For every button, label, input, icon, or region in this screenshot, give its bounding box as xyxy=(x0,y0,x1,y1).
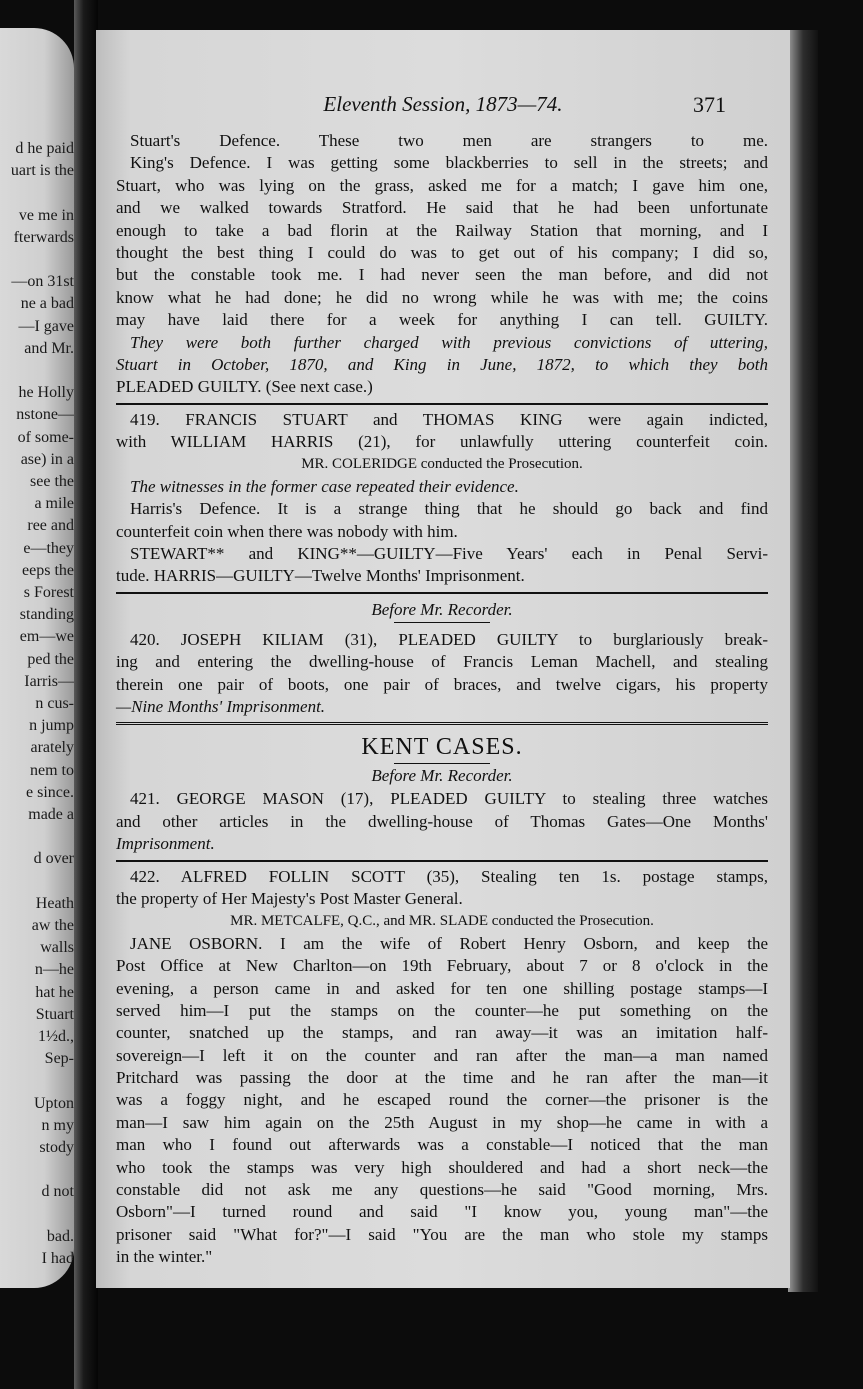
left-page-fragment: Sep- xyxy=(44,1050,74,1068)
left-page-fragment: of some- xyxy=(17,428,74,446)
page-edge xyxy=(788,30,818,1292)
left-page-fragment: e—they xyxy=(23,539,74,557)
text-line: —Nine Months' Imprisonment. xyxy=(116,696,326,716)
section-rule xyxy=(116,592,768,594)
page-body xyxy=(116,130,768,1269)
text-line: 422. ALFRED FOLLIN SCOTT (35), Stealing ten 1s. postage stamps, xyxy=(130,866,768,886)
text-line: thought the best thing I could do was to get out of his company; I did so, xyxy=(116,242,768,262)
text-line: The witnesses in the former case repeated their evidence. xyxy=(130,476,519,496)
left-page-fragment: n my xyxy=(41,1116,74,1134)
left-page-fragment: Upton xyxy=(34,1094,74,1112)
text-line: sovereign—I left it on the counter and ran after the man—a man named xyxy=(116,1045,768,1065)
section-rule xyxy=(116,860,768,862)
left-page-fragment: ve me in xyxy=(18,206,74,224)
left-page-fragment: d not xyxy=(41,1183,74,1201)
court-subheading: Before Mr. Recorder. xyxy=(371,766,513,786)
left-page-fragment: n jump xyxy=(29,717,74,735)
text-line: and we walked towards Stratford. He said that he had been unfortunate xyxy=(116,198,768,218)
case-419 xyxy=(116,409,768,588)
section-rule xyxy=(116,722,768,727)
left-page-fragment: walls xyxy=(40,939,74,957)
text-line: 420. JOSEPH KILIAM (31), PLEADED GUILTY to burglariously break- xyxy=(130,629,768,649)
text-line: was a foggy night, and he escaped round the corner—the prisoner is the xyxy=(116,1090,768,1110)
text-line: Post Office at New Charlton—on 19th February, about 7 or 8 o'clock in the xyxy=(116,956,768,976)
text-line: served him—I put the stamps on the counter—he put something on the xyxy=(116,1000,768,1020)
text-line: and other articles in the dwelling-house of Thomas Gates—One Months' xyxy=(116,811,768,831)
left-page-fragment: —I gave xyxy=(18,317,74,335)
section-rule xyxy=(116,403,768,405)
left-page-fragment: uart is the xyxy=(10,162,74,180)
left-page-fragment: Iarris— xyxy=(24,672,74,690)
case-420 xyxy=(116,629,768,719)
left-page-fragment: Stuart xyxy=(35,1005,74,1023)
left-page-fragment: eeps the xyxy=(22,561,74,579)
text-line: with WILLIAM HARRIS (21), for unlawfully uttering counterfeit coin. xyxy=(116,432,768,452)
left-page-fragment: standing xyxy=(19,606,74,624)
text-line: counterfeit coin when there was nobody with him. xyxy=(116,521,458,541)
text-line: ing and entering the dwelling-house of Francis Leman Machell, and stealing xyxy=(116,652,768,672)
session-title: Eleventh Session, 1873—74. xyxy=(323,92,563,116)
left-page-fragment: fterwards xyxy=(13,228,74,246)
text-line: Pritchard was passing the door at the time and he ran after the man—it xyxy=(116,1068,768,1088)
left-page-fragment: 1½d., xyxy=(38,1028,74,1045)
text-line: therein one pair of boots, one pair of braces, and twelve cigars, his property xyxy=(116,674,768,694)
text-line: prisoner said "What for?"—I said "You are the man who stole my stamps xyxy=(116,1224,768,1244)
left-page-fragment: ne a bad xyxy=(20,295,74,313)
left-page-fragment: d over xyxy=(33,850,74,868)
text-line: enough to take a bad florin at the Railway Station that morning, and I xyxy=(116,220,768,240)
left-page-fragment: made a xyxy=(28,806,74,823)
left-page-fragment: ree and xyxy=(27,517,74,535)
text-line: in the winter." xyxy=(116,1247,213,1267)
left-page-fragment: s Forest xyxy=(23,584,74,601)
text-line: man who I found out afterwards was a constable—I noticed that the man xyxy=(116,1135,768,1155)
case-422 xyxy=(116,866,768,1269)
text-line: Harris's Defence. It is a strange thing that he should go back and find xyxy=(130,499,768,519)
left-page-fragment: I had xyxy=(41,1250,74,1267)
left-page-fragment: n—he xyxy=(34,961,74,979)
kent-cases-heading: KENT CASES. xyxy=(361,734,523,761)
page-number: 371 xyxy=(693,92,726,117)
left-page-fragment: nstone— xyxy=(16,406,74,424)
text-line: may have laid there for a week for anything I can tell. GUILTY. xyxy=(116,310,768,330)
left-page-fragment: d he paid xyxy=(15,140,74,157)
text-line: Stuart, who was lying on the grass, asked me for a match; I gave him one, xyxy=(116,175,768,195)
text-line: Stuart's Defence. These two men are strangers to me. xyxy=(130,131,768,150)
left-page-fragment: bad. xyxy=(46,1227,74,1245)
text-line: PLEADED GUILTY. (See next case.) xyxy=(116,377,373,397)
text-line: 419. FRANCIS STUART and THOMAS KING were again indicted, xyxy=(130,409,768,429)
left-page-fragment: nem to xyxy=(30,761,74,779)
adjacent-left-page xyxy=(0,28,74,1288)
left-page-fragment: hat he xyxy=(35,983,74,1001)
left-page-fragment: n cus- xyxy=(35,695,74,712)
text-line: but the constable took me. I had never seen the man before, and did not xyxy=(116,265,768,285)
text-line: who took the stamps was very high shouldered and had a short neck—the xyxy=(116,1157,768,1177)
text-line: They were both further charged with previous convictions of uttering, xyxy=(130,332,768,352)
text-line: Osborn"—I turned round and said "I know you, young man"—the xyxy=(116,1202,768,1222)
left-page-fragment: —on 31st xyxy=(11,273,74,291)
text-line: tude. HARRIS—GUILTY—Twelve Months' Imprisonment. xyxy=(116,566,525,586)
left-page-fragment: and Mr. xyxy=(24,339,74,357)
court-subheading: Before Mr. Recorder. xyxy=(371,599,513,619)
text-line: JANE OSBORN. I am the wife of Robert Henry Osborn, and keep the xyxy=(130,933,768,953)
counsel-line: MR. COLERIDGE conducted the Prosecution. xyxy=(301,456,583,473)
left-page-fragment: ped the xyxy=(27,650,74,668)
left-page-fragment: Heath xyxy=(35,894,74,912)
text-line: man—I saw him again on the 25th August in my shop—he came in with a xyxy=(116,1112,768,1132)
text-line: Stuart in October, 1870, and King in June, 1872, to which they both xyxy=(116,354,768,374)
text-line: constable did not ask me any questions—he said "Good morning, Mrs. xyxy=(116,1180,768,1200)
left-page-fragment: he Holly xyxy=(18,384,74,402)
case-421 xyxy=(116,788,768,855)
left-page-fragment: stody xyxy=(39,1139,74,1156)
short-rule xyxy=(394,622,490,623)
left-page-fragment: a mile xyxy=(34,495,74,513)
book-page xyxy=(96,30,790,1288)
text-line: King's Defence. I was getting some blackberries to sell in the streets; and xyxy=(130,153,768,173)
left-page-fragment: em—we xyxy=(19,628,74,646)
left-page-fragment: arately xyxy=(30,739,74,757)
book-gutter xyxy=(74,0,98,1389)
left-page-fragment: ase) in a xyxy=(20,450,74,468)
counsel-line: MR. METCALFE, Q.C., and MR. SLADE conducted the Prosecution. xyxy=(230,913,654,930)
text-line: the property of Her Majesty's Post Master General. xyxy=(116,888,463,908)
text-line: STEWART** and KING**—GUILTY—Five Years' each in Penal Servi- xyxy=(130,544,768,564)
left-page-fragment: e since. xyxy=(26,783,74,801)
text-line: Imprisonment. xyxy=(116,834,215,854)
left-page-fragment: see the xyxy=(30,473,74,490)
text-line: know what he had done; he did no wrong while he was with me; the coins xyxy=(116,287,768,307)
text-line: 421. GEORGE MASON (17), PLEADED GUILTY to stealing three watches xyxy=(130,789,768,809)
paragraph-defences xyxy=(116,130,768,399)
text-line: counter, snatched up the stamps, and ran away—it was an imitation half- xyxy=(116,1023,768,1043)
text-line: evening, a person came in and asked for ten one shilling postage stamps—I xyxy=(116,978,768,998)
left-page-fragment: aw the xyxy=(31,917,74,934)
